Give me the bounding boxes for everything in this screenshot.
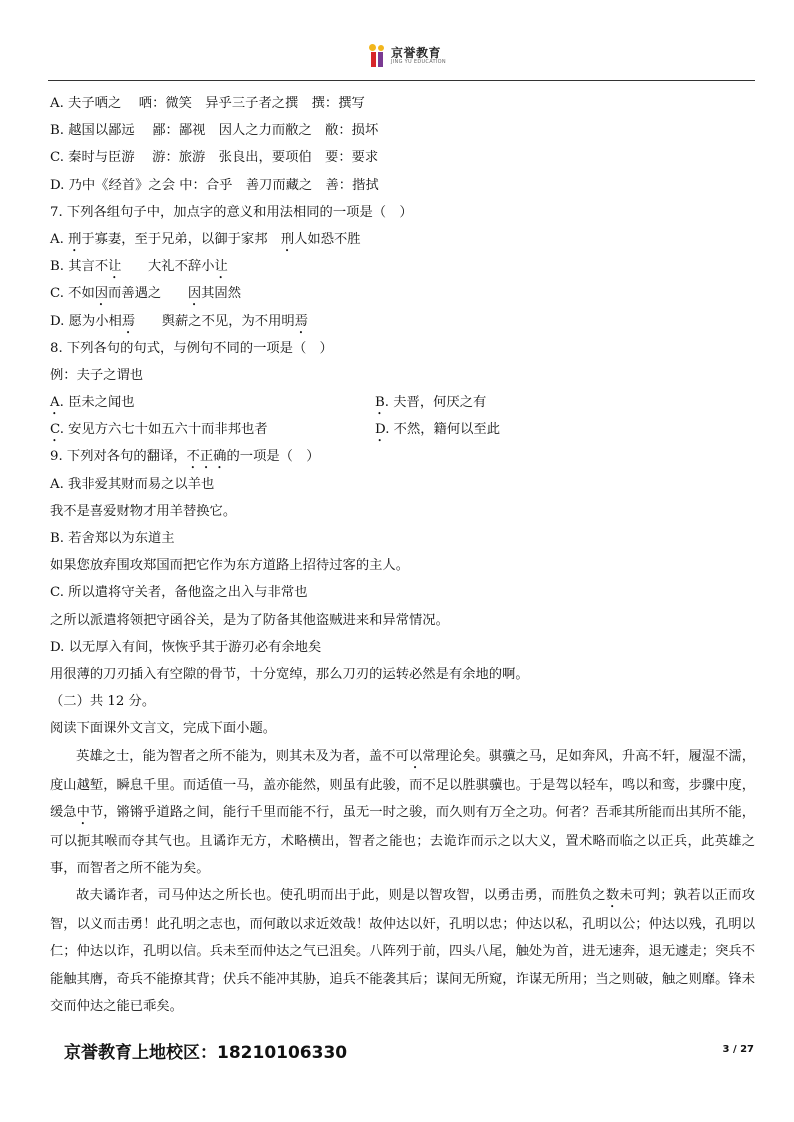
q7-option-c: C. 不如因而善遇之 因其固然 (50, 286, 242, 302)
dotted-char: 刑 (68, 231, 82, 247)
q9-option-b-translation: 如果您放弃围攻郑国而把它作为东方道路上招待过客的主人。 (50, 558, 410, 574)
logo-icon (367, 44, 389, 68)
page-header (0, 0, 794, 82)
q8-example: 例：夫子之谓也 (50, 367, 144, 383)
q7-stem: 7. 下列各组句子中，加点字的意义和用法相同的一项是（ ） (50, 204, 413, 220)
dotted-char: 让 (108, 259, 122, 275)
q9-option-b: B. 若舍郑以为东道主 (50, 531, 175, 546)
header-divider (48, 80, 755, 81)
dotted-char: 让 (214, 259, 228, 275)
q8-options-row-1 (50, 389, 755, 416)
q7-option-b: B. 其言不让 大礼不辞小让 (50, 259, 228, 275)
page-content (50, 90, 755, 1020)
q9-option-d: D. 以无厚入有间，恢恢乎其于游刃必有余地矣 (50, 639, 322, 655)
logo-name: 京誉教育 (391, 46, 442, 60)
q9-option-c: C. 所以遣将守关者，备他盗之出入与非常也 (50, 585, 308, 601)
dotted-char: 因 (187, 286, 202, 302)
q6-option-d: D. 乃中《经首》之会 中：合乎 善刀而藏之 善：揩拭 (50, 177, 379, 193)
q9-option-a-translation: 我不是喜爱财物才用羊替换它。 (50, 503, 237, 519)
campus-contact: 京誉教育上地校区：18210106330 (64, 1043, 348, 1063)
dotted-emphasis: 不正确 (186, 449, 227, 465)
q6-option-a: A. 夫子哂之 哂：微笑 异乎三子者之撰 撰：撰写 (50, 96, 365, 111)
dotted-char: 因 (94, 286, 109, 302)
page-footer (64, 1038, 754, 1068)
dotted-char: 焉 (121, 313, 136, 329)
q8-option-a: A. 臣未之闻也 (50, 395, 135, 411)
q8-option-d: D. 不然，籍何以至此 (375, 422, 501, 438)
q9-option-a: A. 我非爱其财而易之以羊也 (50, 476, 215, 492)
q8-options-row-2 (50, 416, 755, 443)
logo-subtitle: JING YU EDUCATION (391, 59, 446, 65)
q7-option-d: D. 愿为小相焉 舆薪之不见，为不用明焉 (50, 313, 308, 329)
q7-option-a: A. 刑于寡妻，至于兄弟，以御于家邦 刑人如恐不胜 (50, 231, 361, 247)
q9-option-d-translation: 用很薄的刀刃插入有空隙的骨节，十分宽绰，那么刀刃的运转必然是有余地的啊。 (50, 666, 529, 682)
page-number: 3 / 27 (722, 1044, 754, 1055)
q6-option-c: C. 秦时与臣游 游：旅游 张良出，要项伯 要：要求 (50, 150, 379, 166)
q9-stem: 9. 下列对各句的翻译，不正确的一项是（ ） (50, 449, 320, 465)
passage-paragraph-2: 故夫谲诈者，司马仲达之所长也。使孔明而出于此，则是以智攻智，以勇击勇，而胜负之数未可判；孰若以正而攻智，以义而击勇！此孔明之志也，而何敢以求近效哉！故仲达以奸，孔明以忠；仲达以私，孔明以公；仲达以残，孔明以仁；仲达以诈，孔明以信。兵未至而仲达之气已沮矣。八阵列于前，四头八尾，触处为首，进无速奔，退无遽走；突兵不能触其膺，奇兵不能撩其背；伏兵不能冲其胁，追兵不能袭其后；谋间无所窥，诈谋无所用；当之则破，触之则靡。锋未交而仲达之能已乖矣。 (50, 888, 756, 1014)
section-heading: （二）共 12 分。 (50, 694, 156, 710)
q9-option-c-translation: 之所以派遣将领把守函谷关，是为了防备其他盗贼进来和异常情况。 (50, 612, 449, 628)
q8-stem: 8. 下列各句的句式，与例句不同的一项是（ ） (50, 340, 333, 356)
q6-option-b: B. 越国以鄙远 鄙：鄙视 因人之力而敝之 敝：损坏 (50, 123, 379, 139)
passage-paragraph-1: 英雄之士，能为智者之所不能为，则其未及为者，盖不可以常理论矣。骐骥之马，足如奔风，升高不轩，履湿不濡，度山越堑，瞬息千里。而适值一马，盖亦能然，则虽有此骏，而不足以胜骐骥也。于是驾以轻车，鸣以和鸾，步骤中度，缓急中节，锵锵乎道路之间，能行千里而能不行，虽无一时之骏，而久则有万全之功。何者？吾乖其所能而出其所不能，可以扼其喉而夺其气也。且谲诈无方，术略横出，智者之能也；去诡诈而示之以大义，置术略而临之以正兵，此英雄之事，而智者之所不能为矣。 (50, 748, 756, 876)
dotted-char: 刑 (280, 231, 295, 247)
q8-option-b: B. 夫晋，何厌之有 (375, 395, 487, 411)
dotted-char: 焉 (294, 313, 308, 329)
brand-logo (367, 42, 446, 70)
section-instructions: 阅读下面课外文言文，完成下面小题。 (50, 721, 277, 737)
q8-option-c: C. 安见方六七十如五六十而非邦也者 (50, 422, 268, 438)
